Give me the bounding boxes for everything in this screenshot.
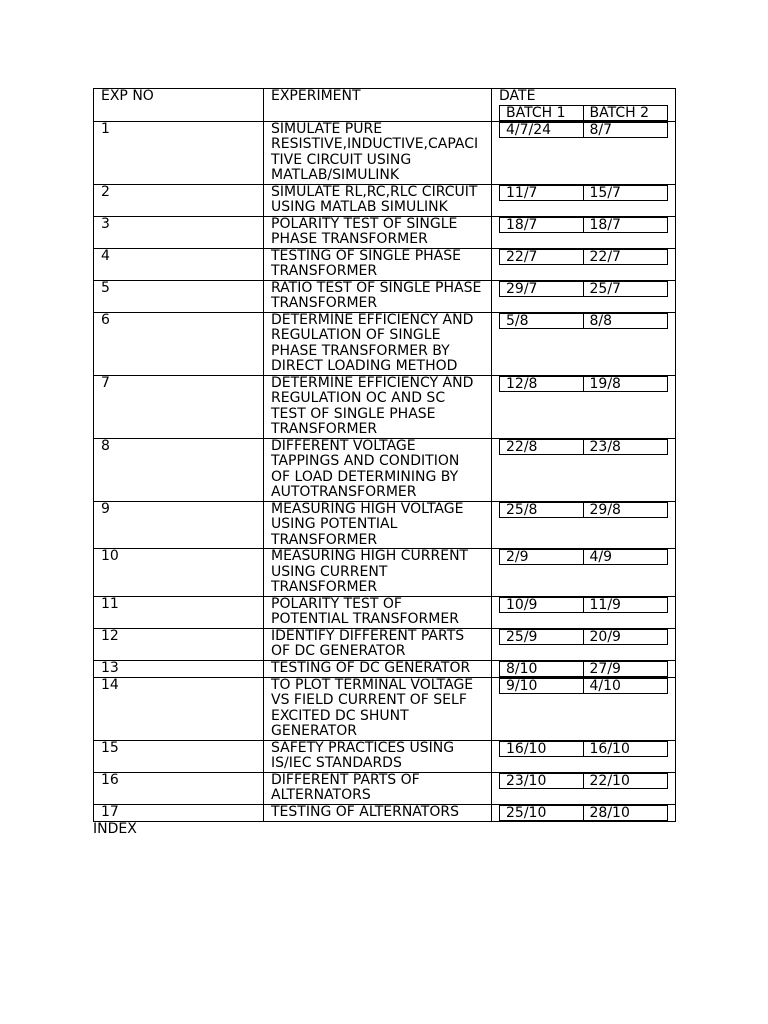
experiment-line: RATIO TEST OF SINGLE PHASE xyxy=(271,279,482,296)
experiment-line: EXCITED DC SHUNT xyxy=(271,707,409,724)
batch-dates-box xyxy=(499,678,668,694)
batch-1-date: 16/10 xyxy=(500,742,584,756)
exp-no: 10 xyxy=(101,548,119,564)
experiment-line: SAFETY PRACTICES USING xyxy=(271,739,455,756)
batch-2-date: 15/7 xyxy=(589,184,621,201)
batch-1-date: 23/10 xyxy=(500,774,584,788)
batch-2-date: 20/9 xyxy=(589,628,621,645)
exp-no-cell xyxy=(94,740,264,772)
exp-no-cell xyxy=(94,772,264,804)
experiment-cell xyxy=(264,375,492,438)
batch-dates-box xyxy=(499,439,668,455)
experiment-line: POLARITY TEST OF xyxy=(271,595,402,612)
batch-dates-box xyxy=(499,217,668,233)
date-cell xyxy=(492,549,676,597)
experiment-line: ALTERNATORS xyxy=(271,787,371,803)
batch-2-date: 27/9 xyxy=(589,660,621,677)
experiment-cell xyxy=(264,660,492,677)
exp-no-cell xyxy=(94,280,264,312)
batch-2-date: 29/8 xyxy=(589,501,621,518)
date-cell xyxy=(492,121,676,184)
batch-2-date: 8/7 xyxy=(589,121,613,138)
experiment-line: USING POTENTIAL xyxy=(271,516,398,532)
batch-2-date: 25/7 xyxy=(589,280,621,297)
batch-dates-box xyxy=(499,597,668,613)
exp-no: 7 xyxy=(101,374,110,391)
experiment-cell xyxy=(264,804,492,821)
experiment-line: TRANSFORMER xyxy=(271,421,378,437)
experiment-line: AUTOTRANSFORMER xyxy=(271,484,417,500)
experiment-line: MEASURING HIGH VOLTAGE xyxy=(271,500,464,517)
experiment-line: SIMULATE RL,RC,RLC CIRCUIT xyxy=(271,183,478,200)
batch-dates-box xyxy=(499,741,668,757)
header-experiment-label: EXPERIMENT xyxy=(271,88,361,104)
exp-no: 17 xyxy=(101,803,119,820)
experiment-line: TRANSFORMER xyxy=(271,295,378,311)
batch-dates-box xyxy=(499,376,668,392)
exp-no: 11 xyxy=(101,595,119,612)
date-cell xyxy=(492,216,676,248)
batch-1-date: 11/7 xyxy=(500,186,584,200)
exp-no-cell xyxy=(94,312,264,375)
experiment-line: REGULATION OF SINGLE xyxy=(271,327,441,343)
table-row xyxy=(94,121,676,184)
table-row xyxy=(94,375,676,438)
experiment-line: TO PLOT TERMINAL VOLTAGE xyxy=(271,676,474,693)
header-exp-no xyxy=(94,89,264,122)
batch-1-date: 22/8 xyxy=(500,440,584,454)
experiment-cell xyxy=(264,628,492,660)
batch-2-date: 28/10 xyxy=(589,804,630,821)
table-row xyxy=(94,184,676,216)
batch-1-date: 12/8 xyxy=(500,377,584,391)
experiment-cell xyxy=(264,184,492,216)
date-cell xyxy=(492,184,676,216)
header-experiment xyxy=(264,89,492,122)
experiment-cell xyxy=(264,438,492,501)
batch-dates-box xyxy=(499,281,668,297)
table-row xyxy=(94,660,676,677)
experiment-cell xyxy=(264,772,492,804)
table-row xyxy=(94,628,676,660)
batch-dates-box xyxy=(499,249,668,265)
experiment-line: POLARITY TEST OF SINGLE xyxy=(271,215,458,232)
experiment-cell xyxy=(264,121,492,184)
experiment-line: TESTING OF DC GENERATOR xyxy=(271,659,471,676)
experiment-line: RESISTIVE,INDUCTIVE,CAPACI xyxy=(271,136,479,152)
experiment-line: POTENTIAL TRANSFORMER xyxy=(271,611,459,627)
table-row xyxy=(94,438,676,501)
date-cell xyxy=(492,740,676,772)
experiment-cell xyxy=(264,312,492,375)
batch-2-date: 11/9 xyxy=(589,596,621,613)
batch-2-date: 22/7 xyxy=(589,248,621,265)
experiment-line: TAPPINGS AND CONDITION xyxy=(271,453,460,469)
date-cell xyxy=(492,375,676,438)
table-row xyxy=(94,772,676,804)
experiment-line: USING CURRENT xyxy=(271,563,388,580)
exp-no-cell xyxy=(94,628,264,660)
batch-1-date: 22/7 xyxy=(500,250,584,264)
table-row xyxy=(94,248,676,280)
experiment-cell xyxy=(264,677,492,740)
exp-no-cell xyxy=(94,501,264,549)
batch-1-date: 9/10 xyxy=(500,679,584,693)
experiment-line: IS/IEC STANDARDS xyxy=(271,755,402,771)
experiment-line: VS FIELD CURRENT OF SELF xyxy=(271,692,467,708)
experiment-line: USING MATLAB SIMULINK xyxy=(271,199,448,215)
table-row xyxy=(94,740,676,772)
experiment-line: DETERMINE EFFICIENCY AND xyxy=(271,311,474,328)
date-cell xyxy=(492,501,676,549)
experiment-line: DIFFERENT VOLTAGE xyxy=(271,437,416,454)
experiment-cell xyxy=(264,549,492,597)
batch-dates-box xyxy=(499,502,668,518)
date-cell xyxy=(492,677,676,740)
experiment-line: TRANSFORMER xyxy=(271,263,378,279)
table-row xyxy=(94,677,676,740)
batch-1-date: 18/7 xyxy=(500,218,584,232)
experiment-cell xyxy=(264,501,492,549)
experiment-line: DIRECT LOADING METHOD xyxy=(271,358,458,374)
exp-no: 6 xyxy=(101,311,110,328)
exp-no-cell xyxy=(94,804,264,821)
exp-no: 1 xyxy=(101,120,110,137)
experiment-line: TESTING OF SINGLE PHASE xyxy=(271,247,461,264)
batch-1-date: 25/8 xyxy=(500,503,584,517)
exp-no: 3 xyxy=(101,215,110,232)
batch-2-date: 16/10 xyxy=(589,740,630,757)
experiment-line: MEASURING HIGH CURRENT xyxy=(271,548,469,564)
batch-2-date: 19/8 xyxy=(589,375,621,392)
experiment-line: TEST OF SINGLE PHASE xyxy=(271,405,436,422)
exp-no: 2 xyxy=(101,183,110,200)
index-label: INDEX xyxy=(93,820,137,837)
table-row xyxy=(94,549,676,597)
date-cell xyxy=(492,438,676,501)
table-row xyxy=(94,216,676,248)
date-cell xyxy=(492,660,676,677)
date-cell xyxy=(492,280,676,312)
batch-dates-box xyxy=(499,629,668,645)
table-row xyxy=(94,804,676,821)
experiment-line: OF LOAD DETERMINING BY xyxy=(271,468,459,485)
experiment-cell xyxy=(264,280,492,312)
date-cell xyxy=(492,596,676,628)
experiment-cell xyxy=(264,596,492,628)
experiment-line: TRANSFORMER xyxy=(271,531,378,548)
exp-no-cell xyxy=(94,677,264,740)
experiment-line: TIVE CIRCUIT USING xyxy=(271,151,412,168)
experiment-cell xyxy=(264,216,492,248)
table-row xyxy=(94,280,676,312)
experiment-line: PHASE TRANSFORMER BY xyxy=(271,342,450,359)
experiment-index-table xyxy=(93,88,676,822)
experiment-line: GENERATOR xyxy=(271,723,357,739)
exp-no: 8 xyxy=(101,437,110,454)
date-cell xyxy=(492,628,676,660)
exp-no-cell xyxy=(94,216,264,248)
experiment-line: IDENTIFY DIFFERENT PARTS xyxy=(271,627,465,644)
batch-1-date: 10/9 xyxy=(500,598,584,612)
exp-no-cell xyxy=(94,438,264,501)
exp-no: 4 xyxy=(101,247,110,264)
header-date xyxy=(492,89,676,122)
date-cell xyxy=(492,772,676,804)
batch-2-date: 4/9 xyxy=(589,549,613,565)
batch-header-box xyxy=(499,105,668,121)
date-cell xyxy=(492,312,676,375)
exp-no-cell xyxy=(94,596,264,628)
batch-dates-box xyxy=(499,185,668,201)
batch-1-date: 25/10 xyxy=(500,806,584,820)
batch-2-date: 18/7 xyxy=(589,216,621,233)
batch-2-date: 8/8 xyxy=(589,312,613,329)
exp-no-cell xyxy=(94,549,264,597)
batch-dates-box xyxy=(499,122,668,138)
batch-2-date: 23/8 xyxy=(589,438,621,455)
header-date-label: DATE xyxy=(499,88,536,104)
exp-no: 13 xyxy=(101,659,119,676)
experiment-line: TESTING OF ALTERNATORS xyxy=(271,803,459,820)
exp-no: 5 xyxy=(101,279,110,296)
exp-no-cell xyxy=(94,121,264,184)
batch-1-date: 4/7/24 xyxy=(500,123,584,137)
experiment-line: DIFFERENT PARTS OF xyxy=(271,771,420,788)
batch-2-header: BATCH 2 xyxy=(589,104,649,121)
table-body xyxy=(94,121,676,821)
batch-dates-box xyxy=(499,313,668,329)
batch-1-date: 2/9 xyxy=(500,550,584,564)
document-page xyxy=(93,88,675,837)
experiment-line: MATLAB/SIMULINK xyxy=(271,167,400,183)
exp-no: 15 xyxy=(101,739,119,756)
exp-no: 14 xyxy=(101,676,119,693)
experiment-line: PHASE TRANSFORMER xyxy=(271,231,428,247)
table-row xyxy=(94,312,676,375)
batch-dates-box xyxy=(499,773,668,789)
experiment-line: TRANSFORMER xyxy=(271,579,378,595)
batch-1-date: 25/9 xyxy=(500,630,584,644)
batch-1-date: 8/10 xyxy=(500,662,584,676)
batch-dates-box xyxy=(499,805,668,821)
date-cell xyxy=(492,804,676,821)
batch-1-date: 29/7 xyxy=(500,282,584,296)
batch-dates-box xyxy=(499,549,668,565)
experiment-cell xyxy=(264,740,492,772)
exp-no-cell xyxy=(94,660,264,677)
exp-no-cell xyxy=(94,375,264,438)
batch-2-date: 22/10 xyxy=(589,772,630,789)
table-row xyxy=(94,596,676,628)
experiment-line: SIMULATE PURE xyxy=(271,120,383,137)
exp-no: 12 xyxy=(101,627,119,644)
experiment-line: DETERMINE EFFICIENCY AND xyxy=(271,374,474,391)
exp-no: 9 xyxy=(101,500,110,517)
table-row xyxy=(94,501,676,549)
date-cell xyxy=(492,248,676,280)
exp-no-cell xyxy=(94,184,264,216)
exp-no-cell xyxy=(94,248,264,280)
batch-dates-box xyxy=(499,661,668,677)
batch-1-header: BATCH 1 xyxy=(500,106,584,120)
exp-no: 16 xyxy=(101,771,119,788)
experiment-line: OF DC GENERATOR xyxy=(271,643,406,659)
header-exp-no-label: EXP NO xyxy=(101,88,154,104)
batch-2-date: 4/10 xyxy=(589,677,621,694)
table-header-row xyxy=(94,89,676,122)
experiment-line: REGULATION OC AND SC xyxy=(271,390,446,406)
batch-1-date: 5/8 xyxy=(500,314,584,328)
experiment-cell xyxy=(264,248,492,280)
